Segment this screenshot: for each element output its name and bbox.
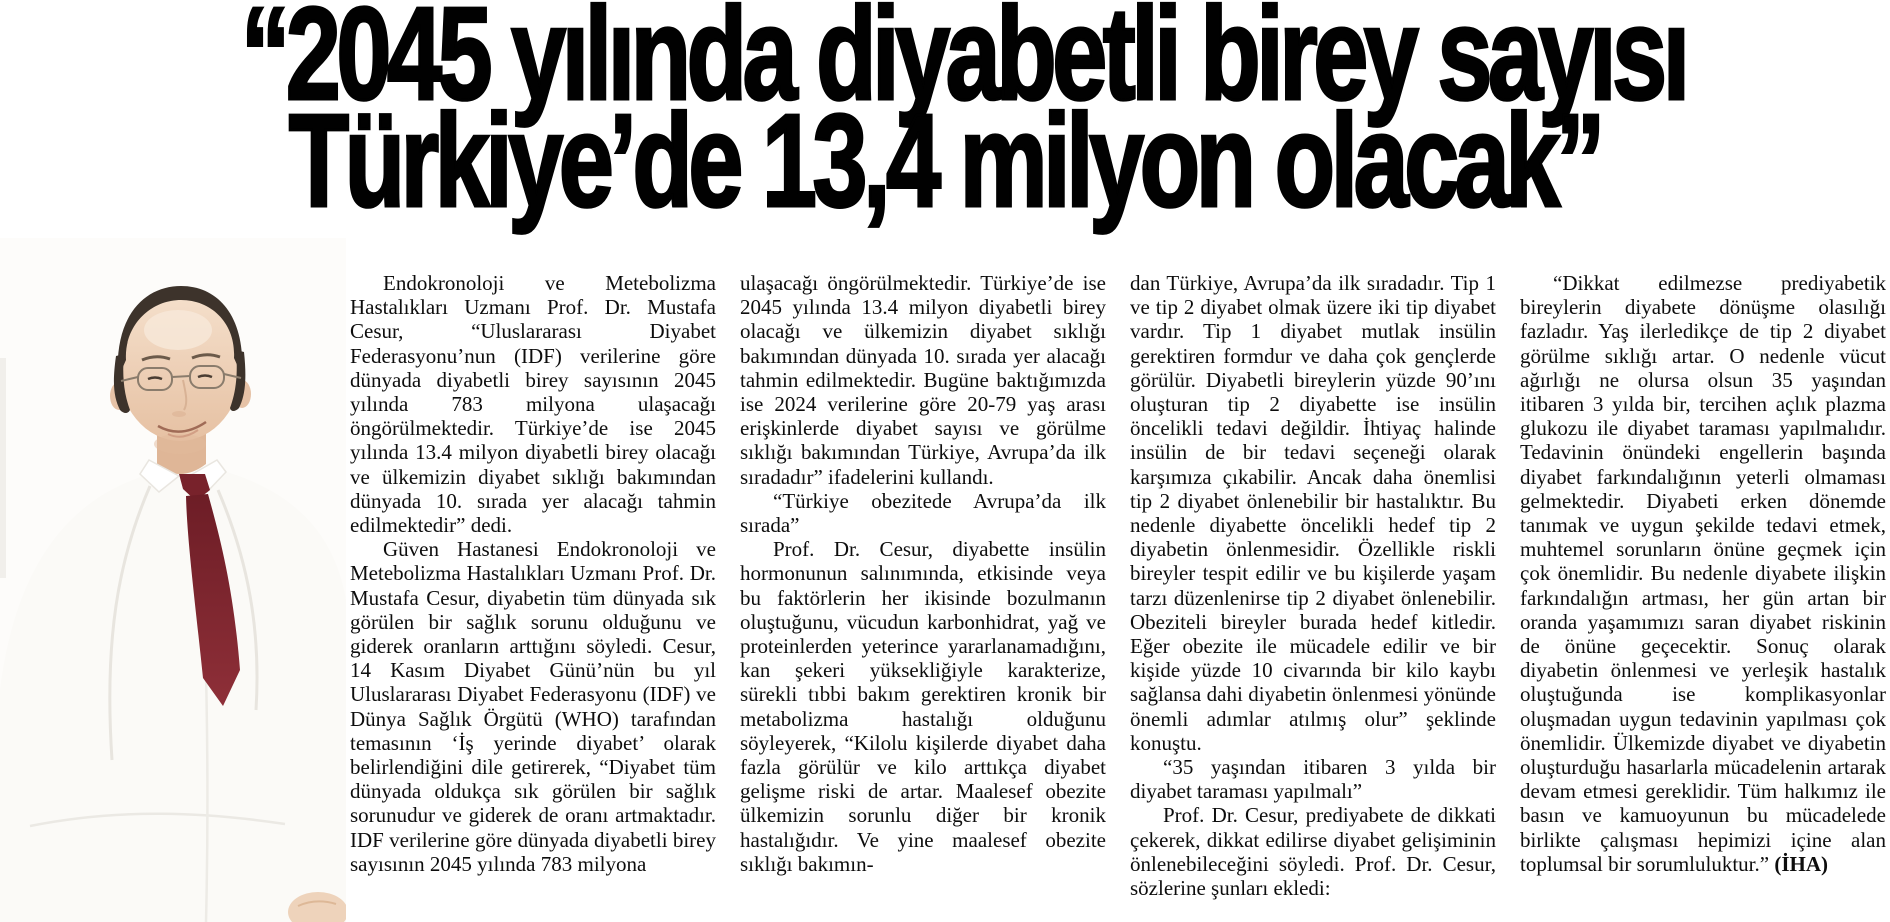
photo-edge-shade	[0, 358, 6, 578]
headline-line-1: “2045 yılında diyabetli birey sayısı	[240, 0, 1686, 127]
article-column-2	[740, 271, 1106, 900]
article-paragraph: Güven Hastanesi Endokronoloji ve Metebolizma Hastalıkları Uzmanı Prof. Dr. Mustafa Cesur, diyabetin tüm dünyada sık görülen bir sağlık sorunu olduğunu ve giderek oranların arttığını söyledi. Cesur, 14 Kasım Diyabet Günü’nün bu yıl Uluslararası Diyabet Federasyonu (IDF) ve Dünya Sağlık Örgütü (WHO) tarafından temasının ‘İş yerinde diyabet’ olarak belirlendiğini dile getirerek, “Diyabet tüm dünyada oldukça sık görülen bir sağlık sorunudur ve giderek de oranı artmaktadır. IDF verilerine göre dünyada diyabetli birey sayısının 2045 yılında 783 milyona	[350, 537, 716, 876]
agency-credit: (İHA)	[1774, 851, 1828, 876]
doctor-photo	[0, 238, 346, 922]
headline	[0, 0, 1890, 234]
article-paragraph: Prof. Dr. Cesur, diyabette insülin hormonunun salınımında, etkisinde veya bu faktörlerin her ikisinde bozulmanın oluştuğunu, vücudun karbonhidrat, yağ ve proteinlerden yeterince yararlanamadığını, kan şekeri yüksekliğiyle karakterize, sürekli tıbbi bakım gerektiren kronik bir metabolizma hastalığı olduğunu söyleyerek, “Kilolu kişilerde diyabet daha fazla görülür ve kilo arttıkça diyabet gelişme riski de artar. Maalesef obezite ülkemizin sorunlu diğer bir kronik hastalığıdır. Ve yine maalesef obezite sıklığı bakımın-	[740, 537, 1106, 876]
article-column-1	[350, 271, 716, 900]
article-paragraph: “35 yaşından itibaren 3 yılda bir diyabet taraması yapılmalı”	[1130, 755, 1496, 804]
headline-line-2: Türkiye’de 13,4 milyon olacak”	[288, 87, 1602, 234]
doctor-portrait-illustration	[0, 238, 346, 922]
article-paragraph: “Türkiye obezitede Avrupa’da ilk sırada”	[740, 488, 1106, 538]
article-paragraph: dan Türkiye, Avrupa’da ilk sıradadır. Tip 1 ve tip 2 diyabet olmak üzere iki tip diyabet vardır. Tip 1 diyabet mutlak insülin gerektiren formdur ve daha çok gençlerde görülür. Diyabetli bireylerin yüzde 90’ını oluşturan tip 2 diyabette ise insülin öncelikli tedavi değildir. İhtiyaç halinde insülin de bir tedavi seçeneği olarak karşımıza çıkabilir. Ancak daha önemlisi tip 2 diyabet önlenebilir bir hastalıktır. Bu nedenle diyabette öncelikli hedef tip 2 diyabetin önlenmesidir. Özellikle riskli bireyler tespit edilir ve bu kişilerde yaşam tarzı düzenlenirse tip 2 diyabet önlenebilir. Obeziteli bireyler burada hedef kitledir. Eğer obezite ile mücadele edilir ve bir kişide yüzde 10 civarında bir kilo kaybı sağlansa dahi diyabetin önlenmesi yönünde önemli adımlar atılmış olur” şeklinde konuştu.	[1130, 271, 1496, 755]
article-column-4	[1520, 271, 1886, 900]
article-paragraph: Endokronoloji ve Metebolizma Hastalıkları Uzmanı Prof. Dr. Mustafa Cesur, “Uluslararası Diyabet Federasyonu’nun (IDF) verilerine göre dünyada diyabetli birey sayısının 2045 yılında 783 milyona ulaşacağı öngörülmektedir. Türkiye’de ise 2045 yılında 13.4 milyon diyabetli birey olacağı ve ülkemizin diyabet sıklığı bakımından dünyada 10. sırada yer alacağı tahmin edilmektedir” dedi.	[350, 271, 716, 538]
article-paragraph: Prof. Dr. Cesur, prediyabete de dikkati çekerek, dikkat edilirse diyabet gelişiminin önlenebileceğini söyledi. Prof. Dr. Cesur, sözlerine şunları ekledi:	[1130, 803, 1496, 901]
article-paragraph: “Dikkat edilmezse prediyabetik bireylerin diyabete dönüşme olasılığı fazladır. Yaş ilerledikçe de tip 2 diyabet görülme sıklığı artar. O nedenle vücut ağırlığı ne olursa olsun 35 yaşından itibaren 3 yılda bir, tercihen açlık plazma glukozu ile diyabet taraması yapılmalıdır. Tedavinin önündeki engellerin başında diyabet farkındalığının yeterli olmaması gelmektedir. Diyabeti erken dönemde tanımak ve uygun şekilde tedavi etmek, muhtemel sorunların önüne geçmek için çok önemlidir. Bu nedenle diyabete ilişkin farkındalığın artması, her gün artan bir oranda yaşamımızı saran diyabet riskinin de önüne geçecektir. Sonuç olarak diyabetin önlenmesi ve yerleşik hastalık oluştuğunda ise komplikasyonlar oluşmadan uygun tedavinin yapılması çok önemlidir. Ülkemizde diyabet ve diyabetin oluşturduğu hasarlarla mücadelenin artarak devam etmesi gereklidir. Tüm halkımız ile basın ve kamuoyunun bu mücadelede birlikte çalışması hepimizi içine alan toplumsal bir sorumluluktur.” (İHA)	[1520, 271, 1886, 876]
article-columns	[350, 271, 1886, 900]
headline-line-2-wrap	[0, 87, 1890, 234]
article-paragraph: ulaşacağı öngörülmektedir. Türkiye’de ise 2045 yılında 13.4 milyon diyabetli birey olacağı ve ülkemizin diyabet sıklığı bakımından dünyada 10. sırada yer alacağı tahmin edilmektedir. Bugüne baktığımızda ise 2024 verilerine göre 20-79 yaş arası erişkinlerde diyabet sayısı ve görülme sıklığı bakımından Türkiye, Avrupa’da ilk sıradadır” ifadelerini kullandı.	[740, 271, 1106, 489]
nose-shadow	[172, 411, 186, 417]
article-column-3	[1130, 271, 1496, 900]
forehead-highlight	[144, 310, 212, 350]
